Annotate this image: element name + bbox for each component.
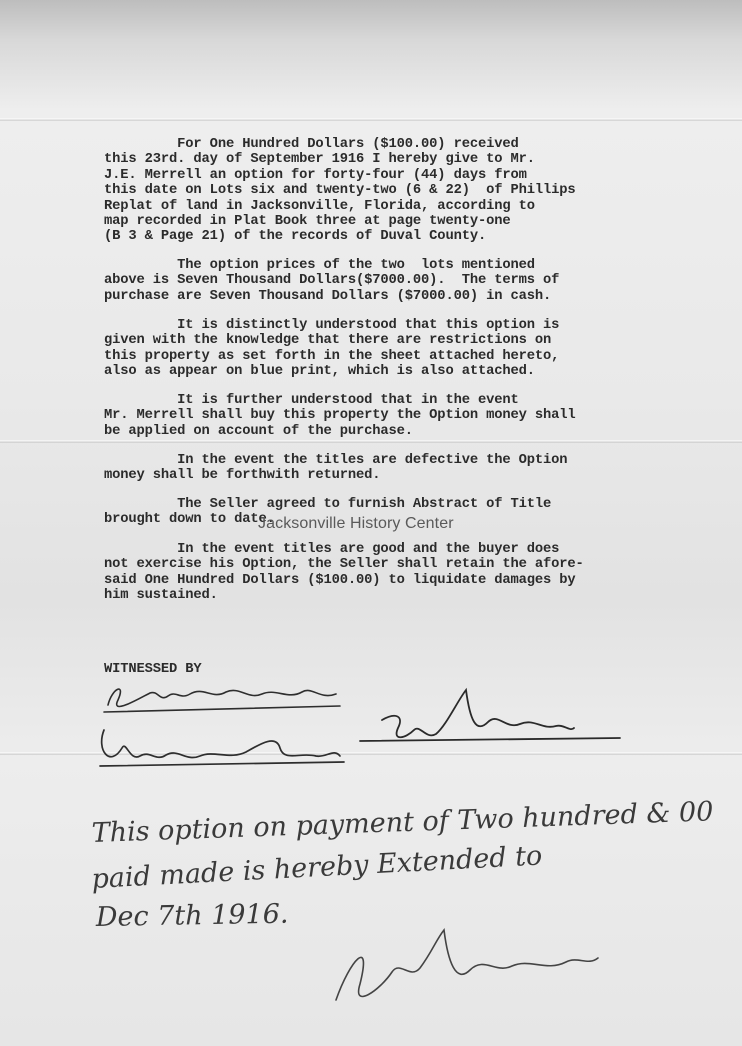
paragraph-damages: In the event titles are good and the buyer does not exercise his Option, the Seller shall retain the afore- said One Hundred Dollars ($100.00) to liquidate damages by him sustained. [104,542,584,604]
paragraph-defective-titles: In the event the titles are defective the Option money shall be forthwith returned. [104,453,568,484]
note-line-3: Dec 7th 1916. [95,898,289,933]
note-line-2: paid made is hereby Extended to [90,840,544,895]
paragraph-option-grant: For One Hundred Dollars ($100.00) received this 23rd. day of September 1916 I hereby give to Mr. J.E. Merrell an option for forty-four (44) days from this date on Lots six and twenty-two (6 & 22) of Phillips Replat of land in Jacksonville, Florida, according to map recorded in Plat Book three at page twenty-one (B 3 & Page 21) of the records of Duval County. [104,137,576,245]
paragraph-abstract: The Seller agreed to furnish Abstract of Title brought down to date. [104,497,552,528]
paragraph-restrictions: It is distinctly understood that this option is given with the knowledge that there are restrictions on this property as set forth in the sheet attached hereto, also as appear on blue print, which is also attached. [104,318,560,380]
paragraph-purchase: It is further understood that in the event Mr. Merrell shall buy this property the Option money shall be applied on account of the purchase. [104,393,576,439]
paragraph-option-price: The option prices of the two lots mentioned above is Seven Thousand Dollars($7000.00). The terms of purchase are Seven Thousand Dollars ($7000.00) in cash. [104,258,560,304]
witnessed-by-label: WITNESSED BY [104,662,202,677]
note-line-1: This option on payment of Two hundred & 00 [91,796,714,849]
watermark: Jacksonville History Center [258,515,454,532]
